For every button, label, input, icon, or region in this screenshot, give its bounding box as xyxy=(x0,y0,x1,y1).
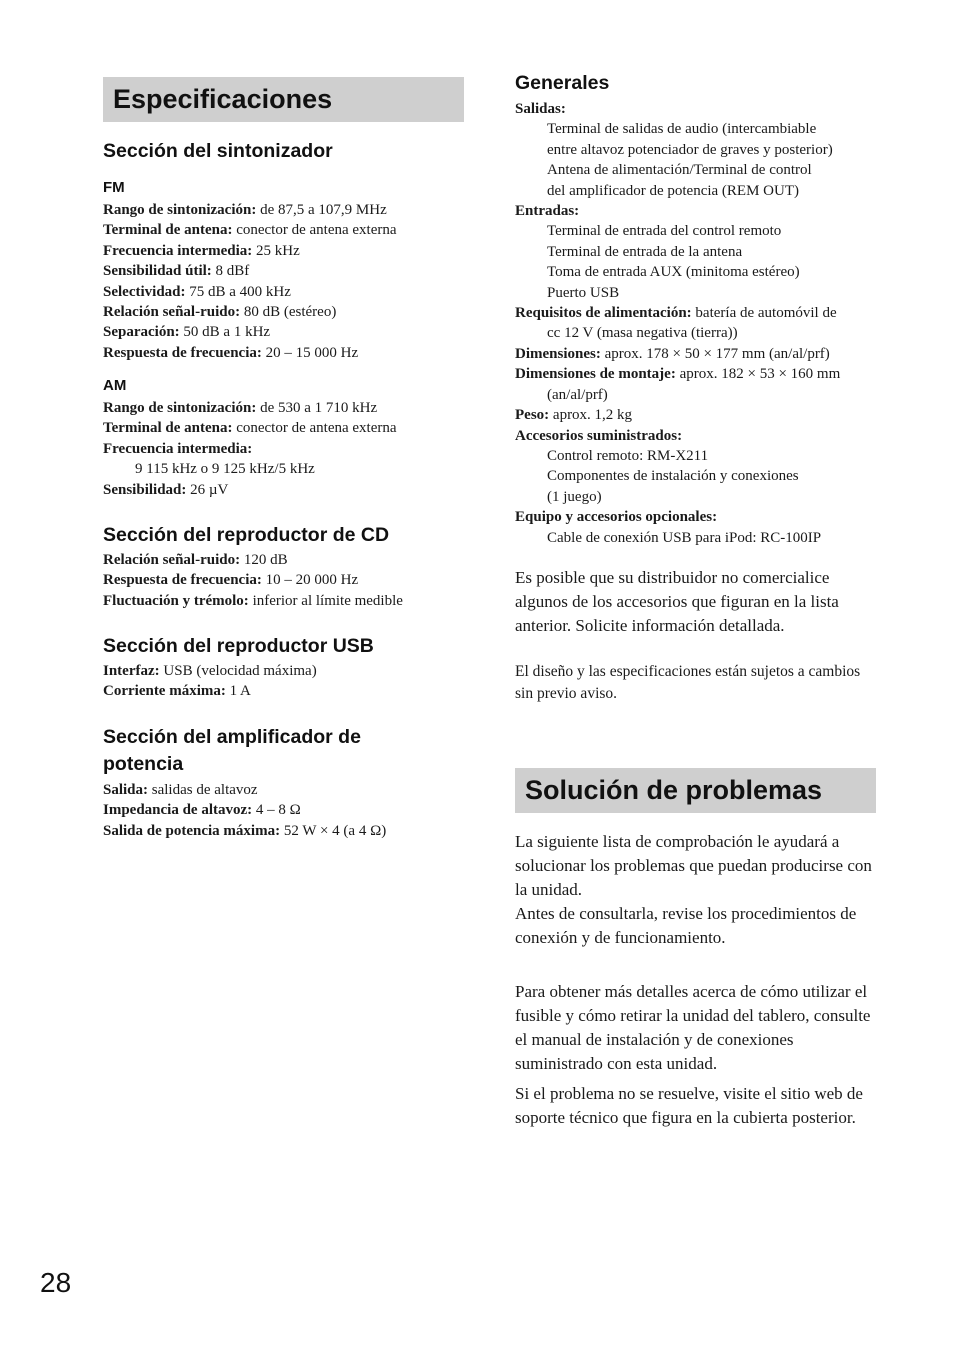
spec-key: Salida: xyxy=(103,782,149,798)
spec-value: Componentes de instalación y conexiones xyxy=(547,468,799,485)
spec-key: Impedancia de altavoz: xyxy=(103,802,253,819)
spec-line xyxy=(515,528,885,548)
spec-key: Interfaz: xyxy=(103,663,160,679)
spec-line xyxy=(515,446,885,466)
usb-section-heading: Sección del reproductor USB xyxy=(103,635,374,657)
spec-value: 4 – 8 Ω xyxy=(252,802,301,819)
spec-line xyxy=(103,220,473,240)
spec-line xyxy=(515,221,885,241)
spec-line xyxy=(515,242,885,262)
spec-line xyxy=(515,466,885,486)
spec-value: 52 W × 4 (a 4 Ω) xyxy=(280,822,387,839)
spec-value: salidas de altavoz xyxy=(148,782,258,798)
spec-line xyxy=(103,241,473,261)
specifications-title: Especificaciones xyxy=(103,77,464,122)
spec-line xyxy=(515,99,885,119)
spec-value: 20 – 15 000 Hz xyxy=(261,344,359,361)
spec-line xyxy=(103,343,473,363)
spec-value: 120 dB xyxy=(240,552,288,568)
spec-value: Terminal de salidas de audio (intercambiable xyxy=(547,121,817,138)
spec-line xyxy=(103,821,473,841)
spec-key: Sensibilidad útil: xyxy=(103,263,212,280)
spec-line xyxy=(103,661,473,681)
spec-line xyxy=(515,385,885,405)
cd-section-heading: Sección del reproductor de CD xyxy=(103,524,390,546)
general-section-heading: Generales xyxy=(515,72,610,94)
am-spec-list xyxy=(103,398,473,500)
spec-value: 26 µV xyxy=(186,481,229,498)
spec-line xyxy=(515,201,885,221)
spec-value: 1 A xyxy=(225,683,251,700)
amplifier-heading-line2: potencia xyxy=(103,753,184,775)
cd-spec-list xyxy=(103,550,473,611)
spec-key: Accesorios suministrados: xyxy=(515,427,683,444)
spec-value: Control remoto: RM-X211 xyxy=(547,447,709,464)
spec-value: entre altavoz potenciador de graves y posterior) xyxy=(547,141,833,158)
spec-value: Puerto USB xyxy=(547,284,620,301)
spec-key: Separación: xyxy=(103,324,180,341)
spec-line xyxy=(515,344,885,364)
spec-line xyxy=(103,591,473,611)
spec-line xyxy=(103,570,473,590)
spec-key: Terminal de antena: xyxy=(103,222,233,239)
spec-line xyxy=(515,364,885,384)
spec-key: Relación señal-ruido: xyxy=(103,304,241,321)
spec-key: Rango de sintonización: xyxy=(103,202,257,218)
spec-value: Toma de entrada AUX (minitoma estéreo) xyxy=(547,264,800,281)
spec-line xyxy=(103,480,473,500)
spec-value: 80 dB (estéreo) xyxy=(240,304,337,321)
am-subheading: AM xyxy=(103,377,127,394)
spec-value: Cable de conexión USB para iPod: RC-100IP xyxy=(547,529,822,546)
spec-key: Respuesta de frecuencia: xyxy=(103,572,262,589)
spec-line xyxy=(515,303,885,323)
accessories-note: Es posible que su distribuidor no comercialice algunos de los accesorios que figuran en la lista anterior. Solicite información detallada. xyxy=(515,568,839,635)
amplifier-heading-line1: Sección del amplificador de xyxy=(103,726,361,748)
spec-line xyxy=(515,140,885,160)
tuner-section-heading: Sección del sintonizador xyxy=(103,140,333,162)
spec-line xyxy=(515,426,885,446)
spec-key: Frecuencia intermedia: xyxy=(103,440,253,457)
spec-value: Terminal de entrada de la antena xyxy=(547,243,743,260)
amplifier-spec-list xyxy=(103,780,473,841)
spec-value: Terminal de entrada del control remoto xyxy=(547,223,782,240)
amplifier-section-heading xyxy=(103,724,361,778)
general-spec-list xyxy=(515,99,885,548)
spec-line xyxy=(515,405,885,425)
spec-line xyxy=(103,800,473,820)
spec-line xyxy=(103,398,473,418)
spec-value: batería de automóvil de xyxy=(691,305,837,322)
spec-line xyxy=(515,323,885,343)
troubleshooting-fuse: Para obtener más detalles acerca de cómo utilizar el fusible y cómo retirar la unidad del tablero, consulte el manual de instalación y de conexiones suministrado con esta unidad. xyxy=(515,982,871,1073)
spec-line xyxy=(103,459,473,479)
spec-key: Selectividad: xyxy=(103,283,186,300)
spec-line xyxy=(103,261,473,281)
spec-line xyxy=(103,439,473,459)
spec-key: Salidas: xyxy=(515,101,566,117)
spec-key: Equipo y accesorios opcionales: xyxy=(515,509,718,526)
spec-value: conector de antena externa xyxy=(232,420,397,437)
specs-change-note: El diseño y las especificaciones están sujetos a cambios sin previo aviso. xyxy=(515,663,861,702)
spec-key: Salida de potencia máxima: xyxy=(103,822,281,839)
spec-line xyxy=(103,550,473,570)
spec-value: 8 dBf xyxy=(211,263,250,280)
spec-value: 10 – 20 000 Hz xyxy=(261,572,359,589)
spec-line xyxy=(103,681,473,701)
spec-line xyxy=(515,160,885,180)
usb-spec-list xyxy=(103,661,473,702)
page-number: 28 xyxy=(40,1267,72,1298)
spec-value: de 87,5 a 107,9 MHz xyxy=(256,202,387,218)
spec-value: aprox. 182 × 53 × 160 mm xyxy=(675,366,841,383)
spec-value: de 530 a 1 710 kHz xyxy=(256,400,378,416)
spec-key: Rango de sintonización: xyxy=(103,400,257,416)
spec-key: Sensibilidad: xyxy=(103,481,187,498)
spec-value: USB (velocidad máxima) xyxy=(159,663,317,679)
spec-key: Dimensiones: xyxy=(515,345,601,362)
spec-line xyxy=(515,181,885,201)
fm-spec-list xyxy=(103,200,473,363)
spec-line xyxy=(103,200,473,220)
spec-value: 75 dB a 400 kHz xyxy=(185,283,291,300)
spec-line xyxy=(103,780,473,800)
spec-line xyxy=(515,507,885,527)
spec-key: Requisitos de alimentación: xyxy=(515,305,692,322)
spec-key: Fluctuación y trémolo: xyxy=(103,592,249,609)
spec-key: Peso: xyxy=(515,407,550,424)
fm-subheading: FM xyxy=(103,179,125,196)
spec-value: (an/al/prf) xyxy=(547,386,608,403)
spec-value: aprox. 1,2 kg xyxy=(549,407,633,424)
troubleshooting-before: Antes de consultarla, revise los procedimientos de conexión y de funcionamiento. xyxy=(515,904,857,947)
spec-value: del amplificador de potencia (REM OUT) xyxy=(547,182,799,199)
spec-value: cc 12 V (masa negativa (tierra)) xyxy=(547,325,738,342)
spec-line xyxy=(103,418,473,438)
spec-line xyxy=(515,487,885,507)
spec-line xyxy=(103,282,473,302)
spec-key: Entradas: xyxy=(515,203,580,220)
spec-key: Respuesta de frecuencia: xyxy=(103,344,262,361)
spec-value: (1 juego) xyxy=(547,488,602,505)
spec-value: 25 kHz xyxy=(252,242,300,259)
spec-line xyxy=(103,322,473,342)
troubleshooting-intro: La siguiente lista de comprobación le ayudará a solucionar los problemas que puedan producirse con la unidad. xyxy=(515,832,872,899)
spec-key: Relación señal-ruido: xyxy=(103,552,241,568)
spec-line xyxy=(103,302,473,322)
spec-line xyxy=(515,283,885,303)
spec-key: Frecuencia intermedia: xyxy=(103,242,253,259)
spec-value: 9 115 kHz o 9 125 kHz/5 kHz xyxy=(135,461,315,478)
spec-value: conector de antena externa xyxy=(232,222,397,239)
spec-value: aprox. 178 × 50 × 177 mm (an/al/prf) xyxy=(600,345,830,362)
troubleshooting-title: Solución de problemas xyxy=(515,768,876,813)
spec-key: Terminal de antena: xyxy=(103,420,233,437)
spec-line xyxy=(515,119,885,139)
spec-key: Dimensiones de montaje: xyxy=(515,366,676,383)
spec-value: 50 dB a 1 kHz xyxy=(179,324,271,341)
spec-value: inferior al límite medible xyxy=(248,592,403,609)
troubleshooting-website: Si el problema no se resuelve, visite el sitio web de soporte técnico que figura en la cubierta posterior. xyxy=(515,1084,863,1127)
spec-line xyxy=(515,262,885,282)
spec-value: Antena de alimentación/Terminal de control xyxy=(547,162,812,179)
spec-key: Corriente máxima: xyxy=(103,683,226,700)
